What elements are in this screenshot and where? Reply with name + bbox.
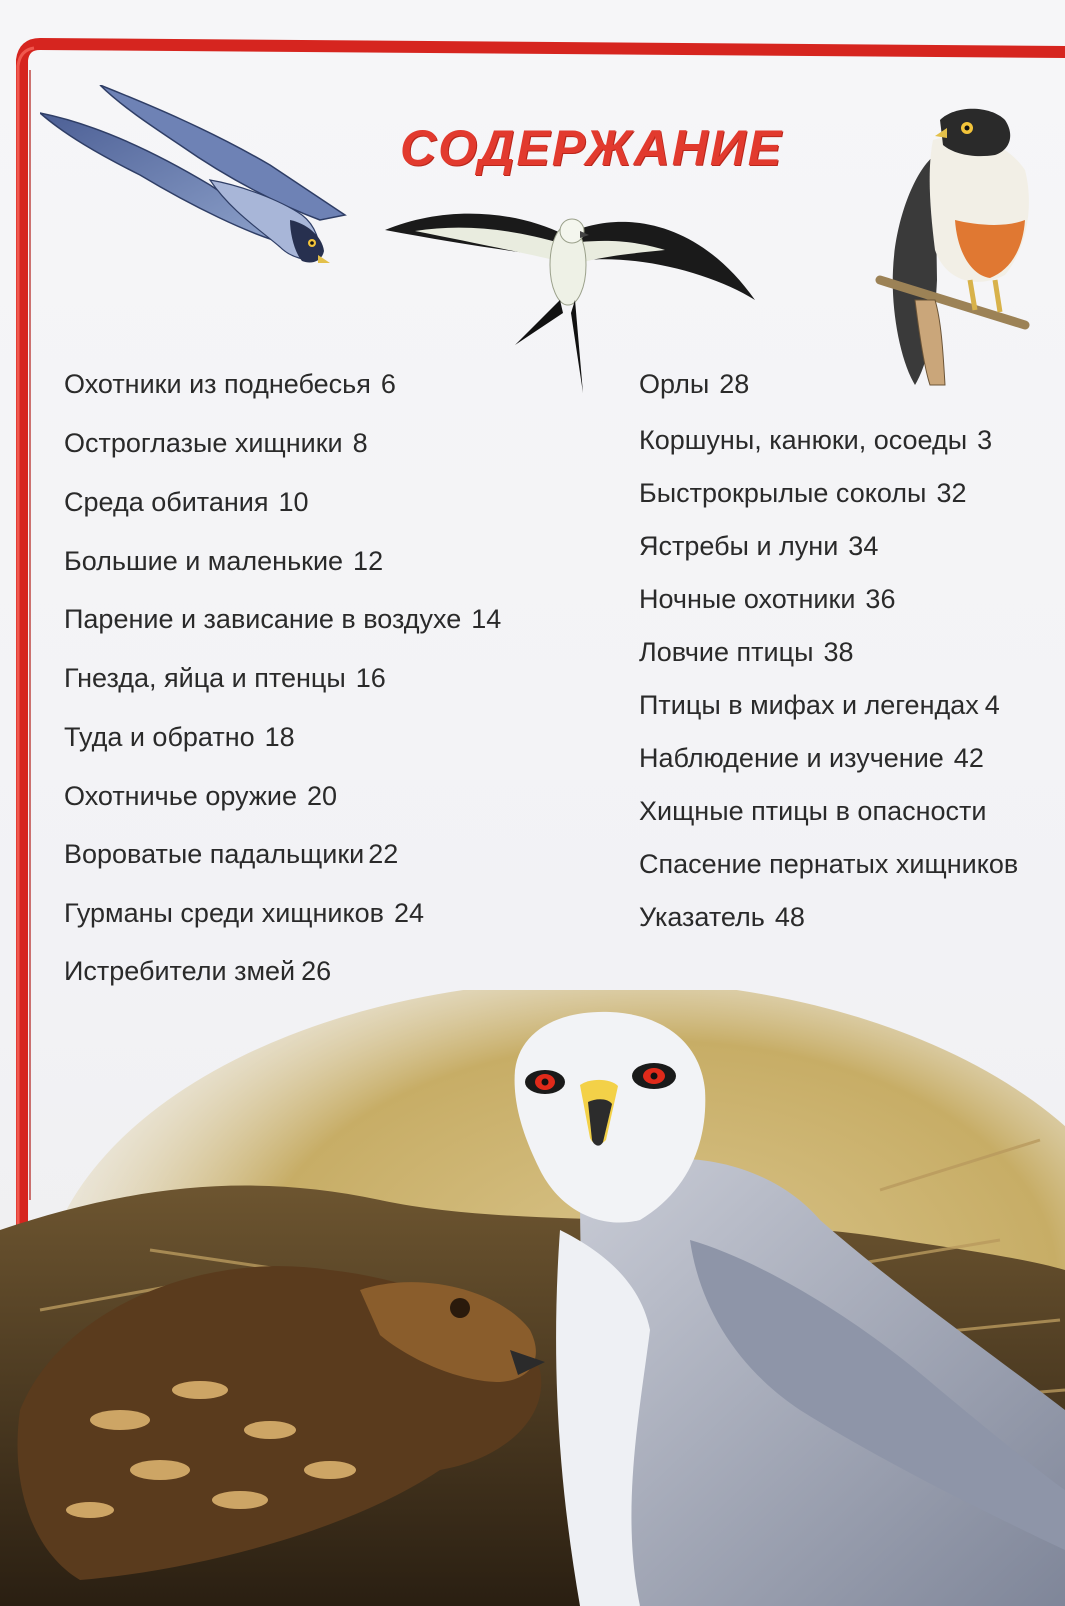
toc-item-label: Орлы: [639, 369, 710, 399]
toc-item-page: 18: [264, 722, 295, 752]
toc-item[interactable]: [639, 848, 1028, 880]
toc-item-label: Парение и зависание в воздухе: [64, 604, 462, 634]
toc-item[interactable]: [639, 424, 992, 456]
toc-item-page: 22: [368, 839, 399, 869]
toc-item[interactable]: [639, 368, 749, 400]
toc-item-label: Ловчие птицы: [639, 637, 814, 667]
toc-item-label: Гнезда, яйца и птенцы: [64, 663, 346, 693]
toc-item-label: Вороватые падальщики: [64, 839, 365, 869]
toc-item-page: 8: [352, 428, 368, 458]
toc-item-page: 12: [353, 546, 384, 576]
toc-item-page: 26: [301, 956, 332, 986]
toc-item-label: Истребители змей: [64, 956, 296, 986]
toc-item-label: Ястребы и луни: [639, 531, 839, 561]
page-title: СОДЕРЖАНИЕ: [400, 120, 784, 176]
toc-item-page: 28: [719, 369, 750, 399]
toc-item-page: 32: [936, 478, 967, 508]
toc-item-label: Спасение пернатых хищников: [639, 849, 1019, 879]
toc-item-label: Большие и маленькие: [64, 546, 344, 576]
toc-item-label: Коршуны, канюки, осоеды: [639, 425, 968, 455]
toc-item-page: 38: [823, 637, 854, 667]
toc-item-page: 6: [380, 369, 396, 399]
toc-item-label: Охотники из поднебесья: [64, 369, 371, 399]
toc-item-label: Охотничье оружие: [64, 781, 298, 811]
toc-item-page: 10: [278, 487, 309, 517]
toc-item-page: 4: [984, 690, 1000, 720]
toc-item-page: 20: [307, 781, 338, 811]
toc-item-label: Гурманы среди хищников: [64, 898, 384, 928]
toc-item-label: Быстрокрылые соколы: [639, 478, 927, 508]
kite-nest-photo: [0, 990, 1065, 1606]
toc-item-page: 14: [471, 604, 502, 634]
toc-item-label: Туда и обратно: [64, 722, 255, 752]
toc-item-label: Остроглазые хищники: [64, 428, 343, 458]
toc-item-page: 16: [355, 663, 386, 693]
toc-item-page: 34: [848, 531, 879, 561]
toc-item[interactable]: [639, 530, 878, 562]
toc-item[interactable]: [639, 795, 996, 827]
toc-item-page: 42: [953, 743, 984, 773]
toc-item-label: Хищные птицы в опасности: [639, 796, 987, 826]
toc-item-page: 3: [977, 425, 993, 455]
toc-item-label: Наблюдение и изучение: [639, 743, 944, 773]
toc-item[interactable]: [639, 477, 967, 509]
toc-item-label: Ночные охотники: [639, 584, 856, 614]
toc-item-page: 36: [865, 584, 896, 614]
toc-item[interactable]: [639, 901, 805, 933]
toc-item[interactable]: [639, 742, 984, 774]
toc-item-page: 48: [774, 902, 805, 932]
toc-item-label: Среда обитания: [64, 487, 269, 517]
toc-item-label: Указатель: [639, 902, 765, 932]
toc-item[interactable]: [639, 636, 854, 668]
toc-item-page: 24: [393, 898, 425, 928]
toc-item[interactable]: [639, 689, 1000, 721]
toc-item[interactable]: [639, 583, 895, 615]
toc-item-label: Птицы в мифах и легендах: [639, 690, 979, 720]
